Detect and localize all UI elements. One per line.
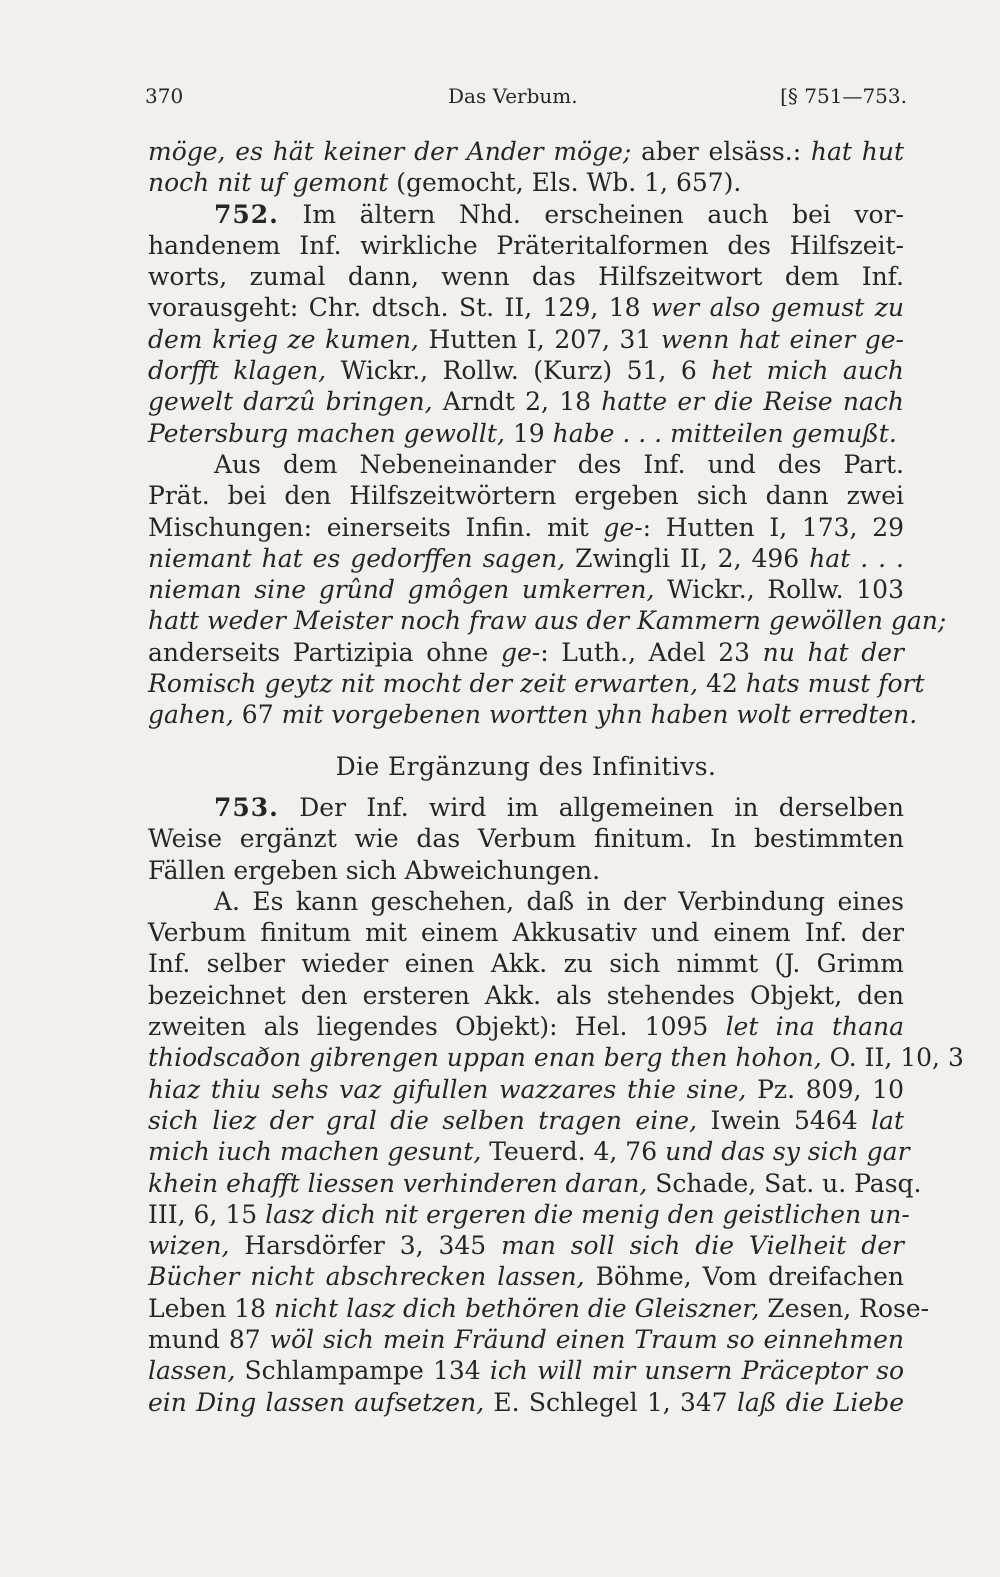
text-line: sich liez der gral die selben tragen eine, Iwein 5464 lat <box>148 1105 904 1135</box>
text-line: bezeichnet den ersteren Akk. als stehendes Objekt, den <box>148 980 904 1010</box>
text-line: zweiten als liegendes Objekt): Hel. 1095 let ina thana <box>148 1012 905 1042</box>
spacer <box>148 782 904 792</box>
section-number: 752. <box>214 199 279 229</box>
spacer <box>148 731 904 751</box>
paragraph-752-start: 752. Im ältern Nhd. erscheinen auch bei vor- <box>214 199 904 229</box>
text-line: mich iuch machen gesunt, Teuerd. 4, 76 und das sy sich gar <box>148 1137 910 1167</box>
text-line: Mischungen: einerseits Infin. mit ge-: Hutten I, 173, 29 <box>148 512 905 542</box>
text-line: möge, es hät keiner der Ander möge; aber elsäss.: hat hut <box>148 137 904 166</box>
text-line: dorfft klagen, Wickr., Rollw. (Kurz) 51, 6 het mich auch <box>148 356 905 386</box>
text-line: niemant hat es gedorffen sagen, Zwingli II, 2, 496 hat . . . <box>148 543 904 573</box>
text-line: mund 87 wöl sich mein Fräund einen Traum so einnehmen <box>148 1324 904 1354</box>
text-line: Aus dem Nebeneinander des Inf. und des Part. <box>214 449 904 479</box>
text-line: III, 6, 15 lasz dich nit ergeren die menig den geistlichen un- <box>148 1199 910 1229</box>
section-number: 753. <box>214 792 279 822</box>
page-number: 370 <box>145 84 184 108</box>
text-line: Petersburg machen gewollt, 19 habe . . . mitteilen gemußt. <box>148 418 897 448</box>
body-text <box>148 136 964 1418</box>
text-line: gewelt darzû bringen, Arndt 2, 18 hatte er die Reise nach <box>148 387 904 417</box>
text-line: thiodscaðon gibrengen uppan enan berg then hohon, O. II, 10, 3 <box>148 1043 964 1073</box>
text-line: A. Es kann geschehen, daß in der Verbindung eines <box>214 886 904 916</box>
text-line: wizen, Harsdörfer 3, 345 man soll sich die Vielheit der <box>148 1231 904 1261</box>
section-heading: Die Ergänzung des Infinitivs. <box>335 751 717 781</box>
text-line: nieman sine grûnd gmôgen umkerren, Wickr., Rollw. 103 <box>148 575 904 605</box>
running-title: Das Verbum. <box>448 84 578 108</box>
text-line: Inf. selber wieder einen Akk. zu sich nimmt (J. Grimm <box>148 949 904 979</box>
text-line: dem krieg ze kumen, Hutten I, 207, 31 wenn hat einer ge- <box>148 324 904 354</box>
text-line: Leben 18 nicht lasz dich bethören die Gleiszner, Zesen, Rose- <box>148 1293 930 1323</box>
text-line: gahen, 67 mit vorgebenen wortten yhn haben wolt erredten. <box>148 700 918 730</box>
text-line: Romisch geytz nit mocht der zeit erwarten, 42 hats must fort <box>148 669 925 699</box>
text-line: hiaz thiu sehs vaz gifullen wazzares thie sine, Pz. 809, 10 <box>148 1074 904 1104</box>
text-line: Weise ergänzt wie das Verbum finitum. In bestimmten <box>148 824 904 854</box>
text-line: khein ehafft liessen verhinderen daran, Schade, Sat. u. Pasq. <box>148 1168 922 1198</box>
section-range: [§ 751—753. <box>780 84 907 108</box>
text-line: Bücher nicht abschrecken lassen, Böhme, Vom dreifachen <box>148 1262 904 1292</box>
text-line: handenem Inf. wirkliche Präteritalformen des Hilfszeit- <box>148 230 904 260</box>
page-header <box>145 84 907 120</box>
text-line: ein Ding lassen aufsetzen, E. Schlegel 1, 347 laß die Liebe <box>148 1387 904 1417</box>
text-line: Verbum finitum mit einem Akkusativ und einem Inf. der <box>148 918 904 948</box>
text-line: worts, zumal dann, wenn das Hilfszeitwort dem Inf. <box>148 262 904 292</box>
text-line: anderseits Partizipia ohne ge-: Luth., Adel 23 nu hat der <box>148 637 904 667</box>
text-line: Prät. bei den Hilfszeitwörtern ergeben sich dann zwei <box>148 481 904 511</box>
text-line: noch nit uf gemont (gemocht, Els. Wb. 1, 657). <box>148 168 742 198</box>
paragraph-753-start: 753. Der Inf. wird im allgemeinen in derselben <box>214 792 904 822</box>
text-line: vorausgeht: Chr. dtsch. St. II, 129, 18 wer also gemust zu <box>148 293 904 323</box>
text-line: Fällen ergeben sich Abweichungen. <box>148 855 601 885</box>
text-line: hatt weder Meister noch fraw aus der Kammern gewöllen gan; <box>148 606 947 636</box>
text-line: lassen, Schlampampe 134 ich will mir unsern Präceptor so <box>148 1356 904 1386</box>
